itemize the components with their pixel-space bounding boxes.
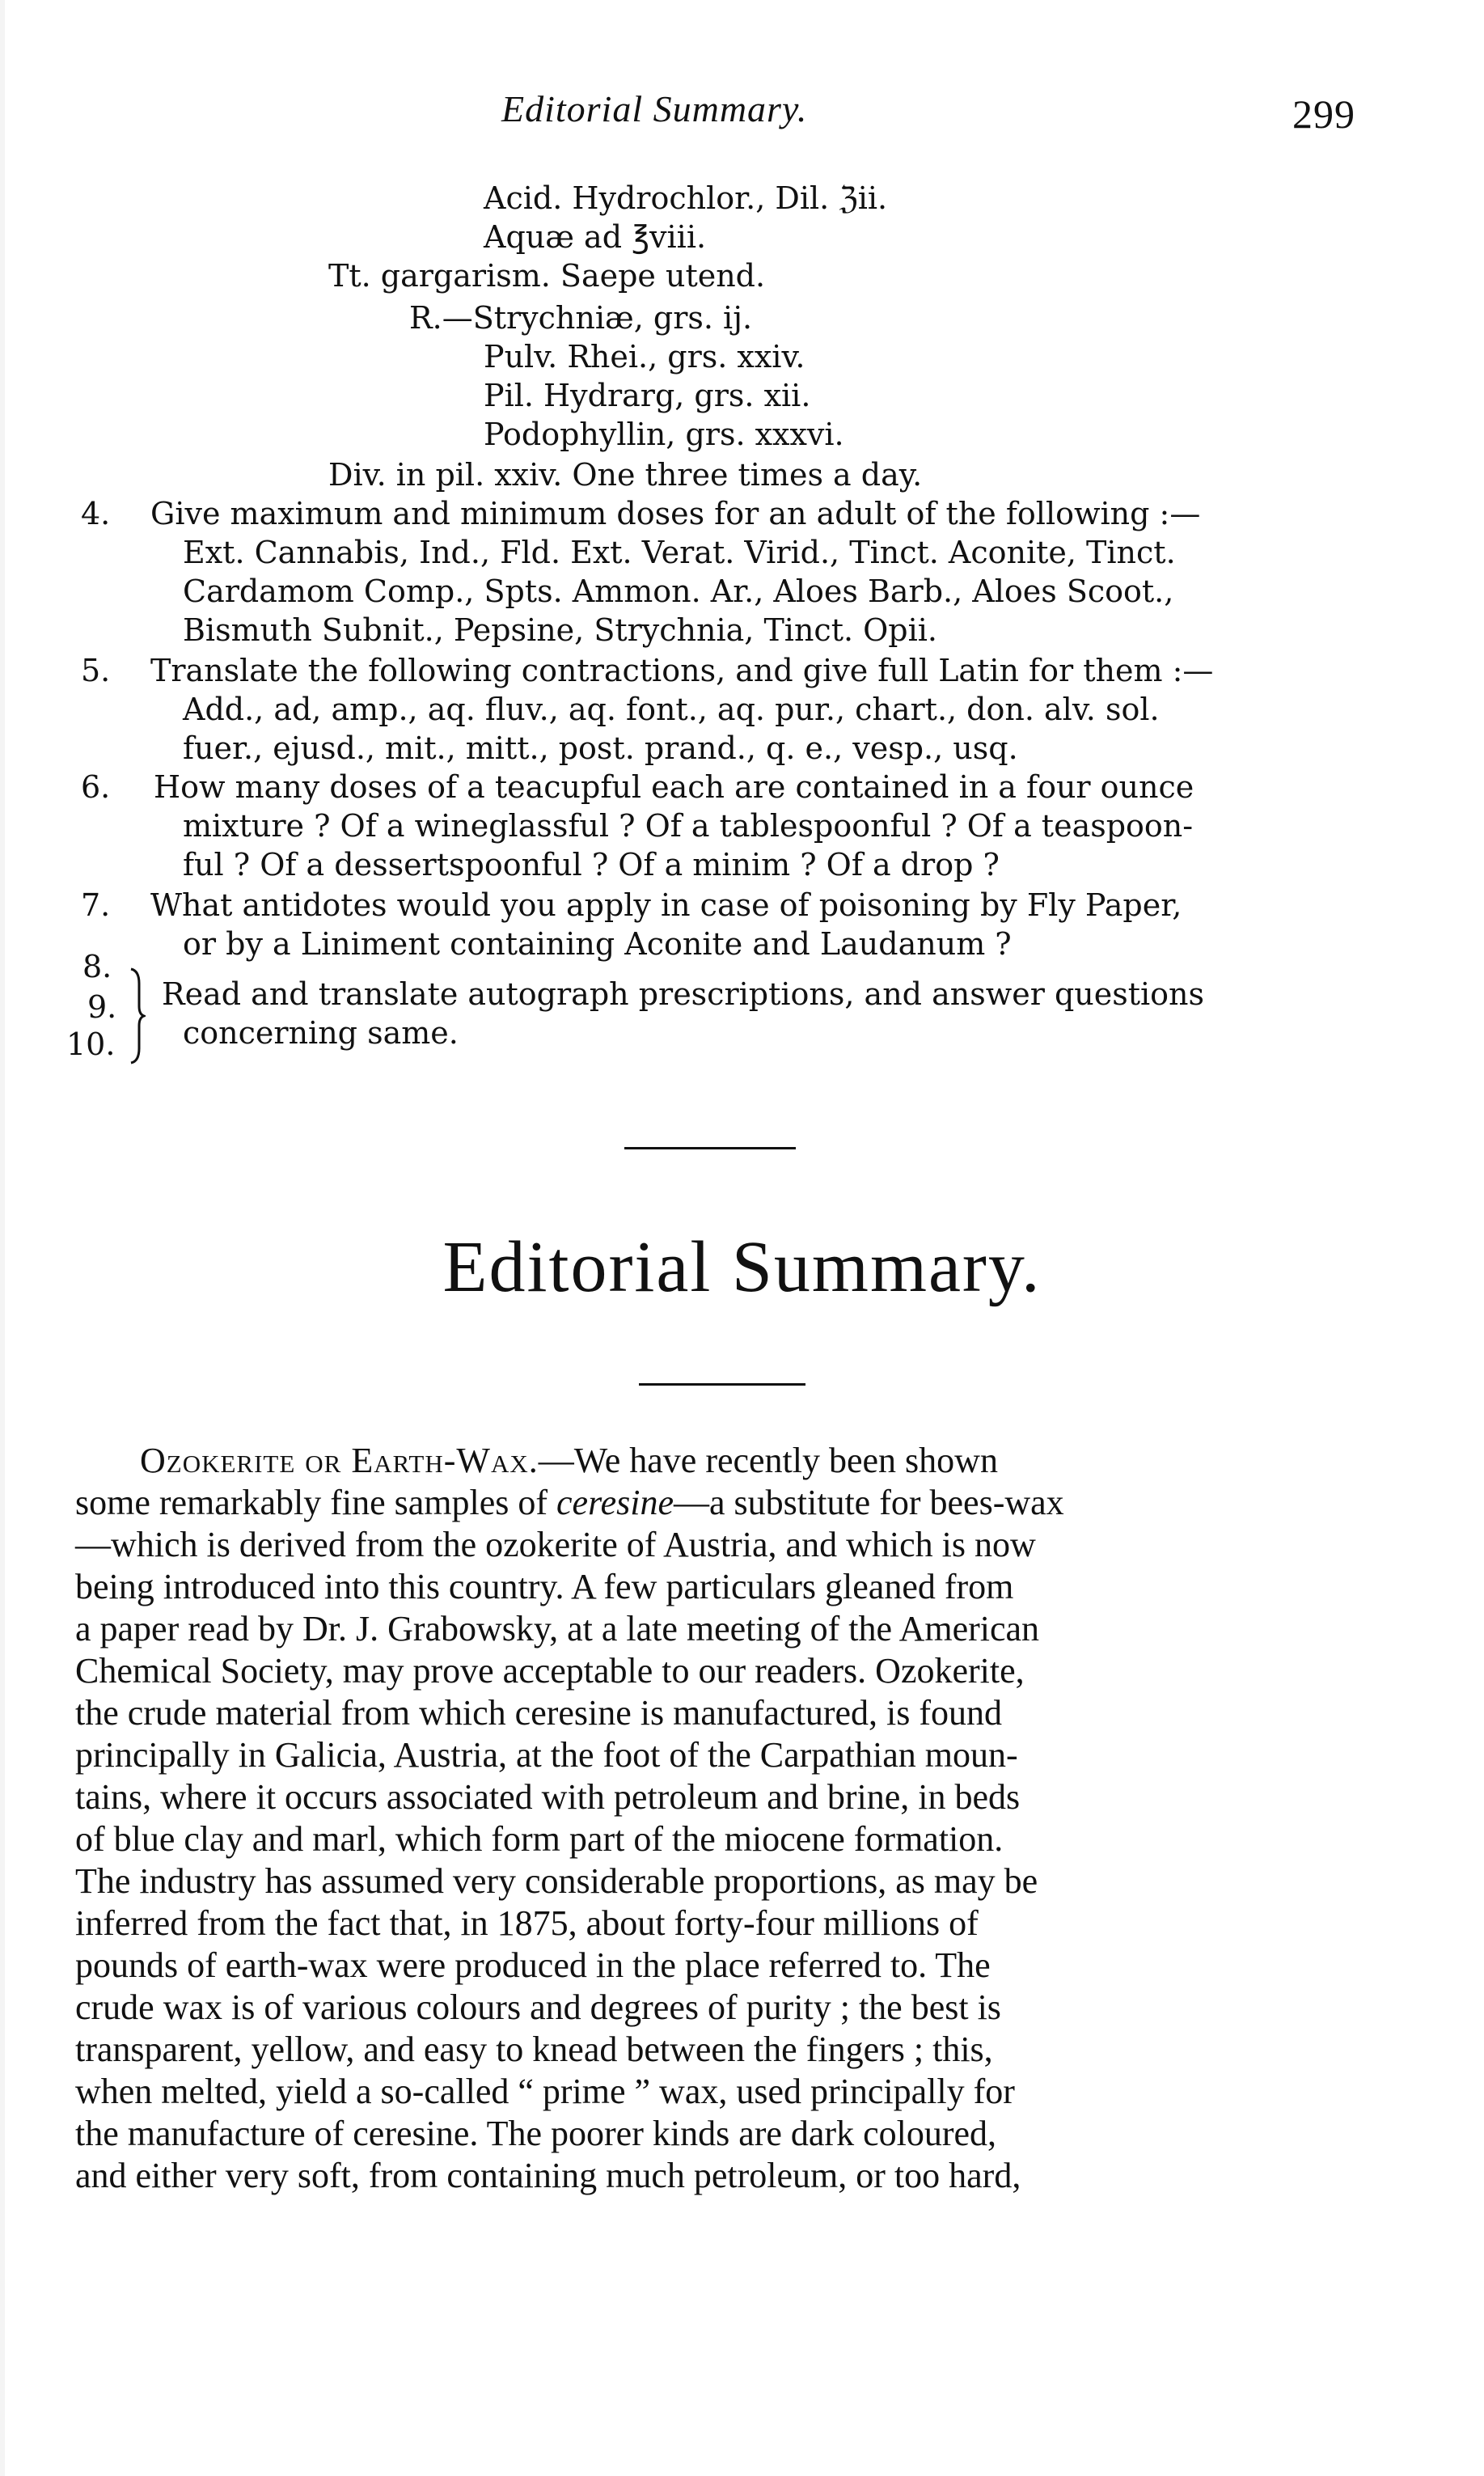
page-number: 299	[1292, 91, 1355, 137]
article-first-line	[140, 1440, 998, 1482]
prescription-line: Pulv. Rhei., grs. xxiv.	[484, 339, 805, 375]
article-line: transparent, yellow, and easy to knead between the fingers ; this,	[75, 2029, 993, 2069]
question-line: Ext. Cannabis, Ind., Fld. Ext. Verat. Virid., Tinct. Aconite, Tinct.	[183, 535, 1176, 570]
question-number: 8.	[82, 949, 112, 984]
question-line: or by a Liniment containing Aconite and Laudanum ?	[183, 926, 1012, 962]
question-line: Translate the following contractions, and give full Latin for them :—	[150, 653, 1214, 688]
question-line: ful ? Of a dessertspoonful ? Of a minim ? Of a drop ?	[183, 847, 1000, 882]
article-heading: Ozokerite or Earth-Wax.	[140, 1441, 539, 1480]
article-text: some remarkably fine samples of	[75, 1483, 557, 1522]
section-title: Editorial Summary.	[442, 1227, 1042, 1307]
article-text: —a substitute for bees-wax	[674, 1483, 1064, 1522]
article-line: tains, where it occurs associated with petroleum and brine, in beds	[75, 1777, 1021, 1817]
prescription-line: Pil. Hydrarg, grs. xii.	[484, 378, 811, 413]
prescription-line: Div. in pil. xxiv. One three times a day.	[328, 457, 923, 493]
question-line: Read and translate autograph prescriptions, and answer questions	[162, 976, 1205, 1012]
question-line: How many doses of a teacupful each are contained in a four ounce	[154, 769, 1194, 805]
article-line	[75, 1482, 1064, 1524]
article-line: a paper read by Dr. J. Grabowsky, at a late meeting of the American	[75, 1609, 1040, 1649]
article-line: when melted, yield a so-called “ prime ” wax, used principally for	[75, 2072, 1015, 2111]
article-line: pounds of earth-wax were produced in the place referred to. The	[75, 1945, 991, 1985]
question-line: What antidotes would you apply in case of poisoning by Fly Paper,	[150, 887, 1182, 923]
article-line: inferred from the fact that, in 1875, about forty-four millions of	[75, 1903, 979, 1943]
prescription-line: Podophyllin, grs. xxxvi.	[484, 417, 844, 452]
question-line: Give maximum and minimum doses for an adult of the following :—	[150, 496, 1201, 531]
question-number: 9.	[87, 989, 117, 1025]
running-title: Editorial Summary.	[501, 88, 808, 129]
section-divider	[624, 1147, 796, 1149]
grouping-brace	[128, 967, 146, 1064]
article-line: of blue clay and marl, which form part of the miocene formation.	[75, 1819, 1004, 1859]
article-line: principally in Galicia, Austria, at the foot of the Carpathian moun-	[75, 1735, 1018, 1775]
question-number: 10.	[66, 1026, 116, 1062]
question-line: Cardamom Comp., Spts. Ammon. Ar., Aloes Barb., Aloes Scoot.,	[183, 574, 1174, 609]
question-number: 4.	[81, 496, 111, 531]
article-line: the manufacture of ceresine. The poorer kinds are dark coloured,	[75, 2114, 997, 2153]
section-divider	[639, 1383, 805, 1386]
question-line: Bismuth Subnit., Pepsine, Strychnia, Tinct. Opii.	[183, 612, 938, 648]
article-line: Chemical Society, may prove acceptable to our readers. Ozokerite,	[75, 1651, 1025, 1691]
article-line: crude wax is of various colours and degrees of purity ; the best is	[75, 1987, 1001, 2027]
prescription-line: R.—Strychniæ, grs. ij.	[409, 300, 753, 336]
article-italic-term: ceresine	[556, 1483, 674, 1522]
question-number: 6.	[81, 769, 111, 805]
question-number: 7.	[81, 887, 111, 923]
prescription-line: Aquæ ad ℥viii.	[484, 219, 707, 255]
article-line: and either very soft, from containing much petroleum, or too hard,	[75, 2156, 1021, 2195]
question-line: concerning same.	[183, 1015, 459, 1051]
article-text: —We have recently been shown	[538, 1441, 998, 1480]
prescription-line: Acid. Hydrochlor., Dil. ℨii.	[484, 180, 888, 216]
article-line: being introduced into this country. A few particulars gleaned from	[75, 1567, 1014, 1606]
question-number: 5.	[81, 653, 111, 688]
prescription-line: Tt. gargarism. Saepe utend.	[328, 258, 766, 294]
question-line: fuer., ejusd., mit., mitt., post. prand., q. e., vesp., usq.	[183, 730, 1018, 766]
question-line: Add., ad, amp., aq. fluv., aq. font., aq. pur., chart., don. alv. sol.	[183, 692, 1160, 727]
article-line: The industry has assumed very considerable proportions, as may be	[75, 1861, 1038, 1901]
question-line: mixture ? Of a wineglassful ? Of a tablespoonful ? Of a teaspoon-	[183, 808, 1194, 844]
article-line: the crude material from which ceresine is manufactured, is found	[75, 1693, 1002, 1733]
article-line: —which is derived from the ozokerite of Austria, and which is now	[75, 1525, 1036, 1564]
